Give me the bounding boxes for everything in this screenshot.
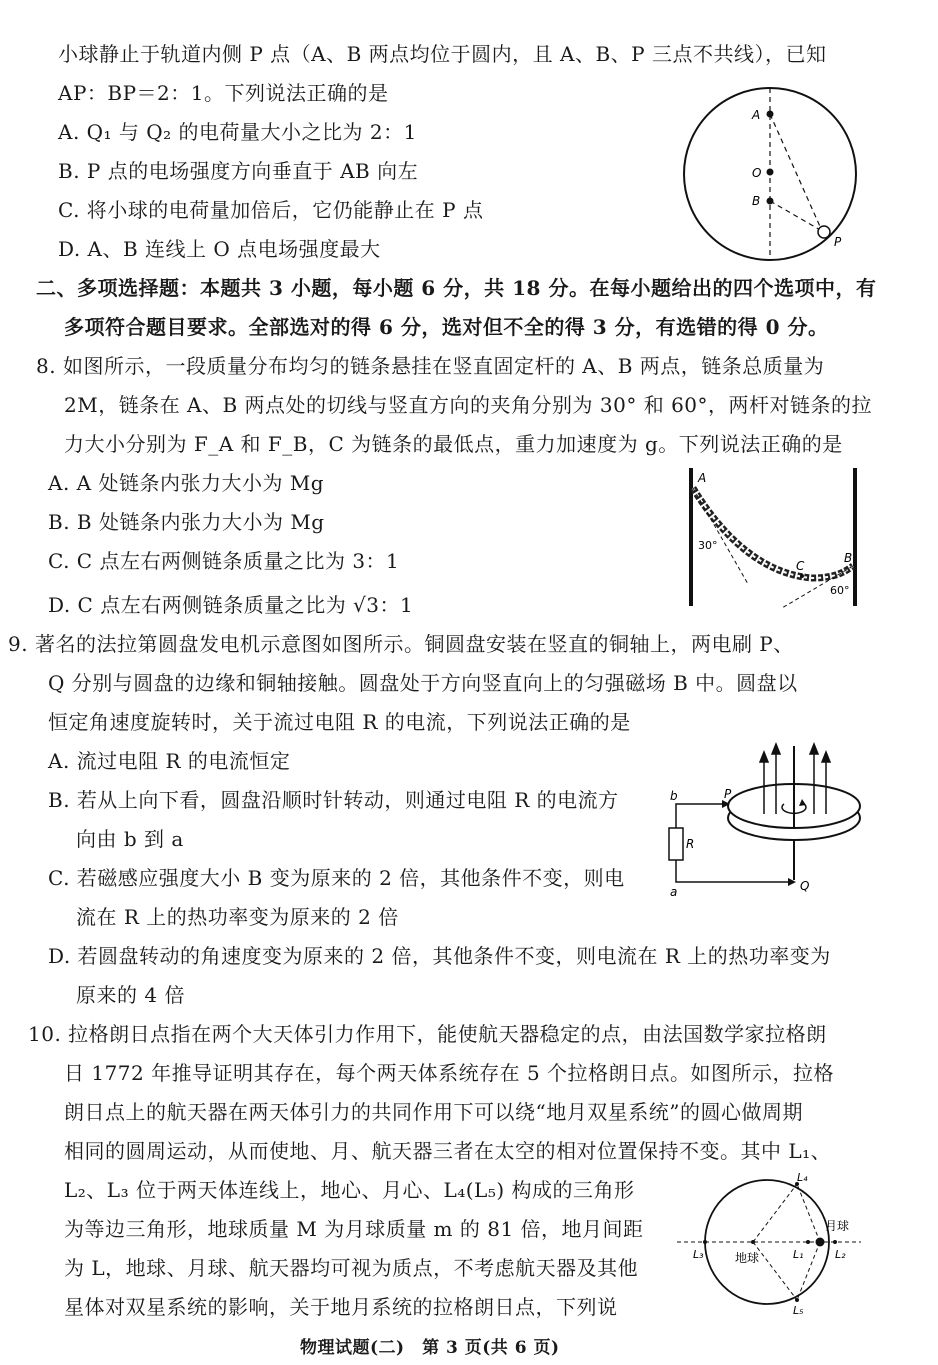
q10-line-5: L₂、L₃ 位于两天体连线上，地心、月心、L₄(L₅) 构成的三角形 bbox=[64, 1178, 635, 1202]
q10-line-6: 为等边三角形，地球质量 M 为月球质量 m 的 81 倍，地月间距 bbox=[64, 1217, 644, 1241]
point-o-dot bbox=[767, 169, 774, 176]
label-o: O bbox=[752, 166, 762, 180]
q9-option-d-line-2: 原来的 4 倍 bbox=[76, 983, 185, 1007]
q9-disk-generator-figure bbox=[664, 742, 874, 902]
q8-option-c: C. C 点左右两侧链条质量之比为 3：1 bbox=[48, 549, 400, 573]
q9-line-2: Q 分别与圆盘的边缘和铜轴接触。圆盘处于方向竖直向上的匀强磁场 B 中。圆盘以 bbox=[48, 671, 798, 695]
label-a: a bbox=[670, 885, 678, 899]
l3-dot bbox=[703, 1240, 707, 1244]
q8-option-d: D. C 点左右两侧链条质量之比为 √3：1 bbox=[48, 593, 414, 617]
label-q: Q bbox=[800, 879, 810, 893]
line-bp bbox=[770, 201, 822, 231]
point-c bbox=[800, 574, 804, 578]
q9-option-c-line-1: C. 若磁感应强度大小 B 变为原来的 2 倍，其他条件不变，则电 bbox=[48, 866, 625, 890]
label-p: P bbox=[834, 235, 842, 249]
resistor-r bbox=[669, 828, 683, 860]
label-earth: 地球 bbox=[735, 1251, 760, 1265]
label-r: R bbox=[686, 837, 695, 851]
q9-line-3: 恒定角速度旋转时，关于流过电阻 R 的电流，下列说法正确的是 bbox=[48, 710, 631, 734]
earth-l5-line bbox=[753, 1242, 797, 1300]
label-p: P bbox=[724, 787, 732, 801]
label-a: A bbox=[698, 471, 707, 485]
q7-option-b: B. P 点的电场强度方向垂直于 AB 向左 bbox=[58, 159, 419, 183]
q8-option-b: B. B 处链条内张力大小为 Mg bbox=[48, 510, 325, 534]
label-l4: L₄ bbox=[797, 1172, 808, 1184]
line-ap bbox=[770, 114, 822, 231]
q10-line-3: 朗日点上的航天器在两天体引力的共同作用下可以绕“地月双星系统”的圆心做周期 bbox=[64, 1100, 803, 1124]
q7-line-2: AP：BP＝2：1。下列说法正确的是 bbox=[58, 81, 389, 105]
q9-option-d-line-1: D. 若圆盘转动的角速度变为原来的 2 倍，其他条件不变，则电流在 R 上的热功率变为 bbox=[48, 944, 831, 968]
label-a: A bbox=[752, 108, 761, 122]
label-l5: L₅ bbox=[793, 1304, 804, 1317]
angle-60: 60° bbox=[830, 584, 850, 597]
section2-line-1: 二、多项选择题：本题共 3 小题，每小题 6 分，共 18 分。在每小题给出的四个选项中，有 bbox=[36, 276, 877, 300]
charge-b-dot bbox=[767, 198, 774, 205]
q8-chain-figure bbox=[682, 466, 862, 612]
q10-line-2: 日 1772 年推导证明其存在，每个两天体系统存在 5 个拉格朗日点。如图所示，拉格 bbox=[64, 1061, 835, 1085]
label-l3: L₃ bbox=[693, 1248, 704, 1261]
q9-line-1: 9. 著名的法拉第圆盘发电机示意图如图所示。铜圆盘安装在竖直的铜轴上，两电刷 P、 bbox=[8, 632, 794, 656]
moon-l4-line bbox=[797, 1184, 820, 1242]
section2-line-2: 多项符合题目要求。全部选对的得 6 分，选对但不全的得 3 分，有选错的得 0 分。 bbox=[64, 315, 829, 339]
label-b: B bbox=[752, 194, 761, 208]
label-c: C bbox=[796, 559, 805, 573]
q10-line-7: 为 L，地球、月球、航天器均可视为质点，不考虑航天器及其他 bbox=[64, 1256, 639, 1280]
q7-option-c: C. 将小球的电荷量加倍后，它仍能静止在 P 点 bbox=[58, 198, 484, 222]
q10-line-8: 星体对双星系统的影响，关于地月系统的拉格朗日点，下列说 bbox=[64, 1295, 618, 1319]
q8-option-a: A. A 处链条内张力大小为 Mg bbox=[48, 471, 325, 495]
moon-dot bbox=[816, 1238, 825, 1247]
q10-line-4: 相同的圆周运动，从而使地、月、航天器三者在太空的相对位置保持不变。其中 L₁、 bbox=[64, 1139, 832, 1163]
q7-circle-figure bbox=[680, 84, 862, 266]
charge-a-dot bbox=[767, 111, 774, 118]
earth-l4-line bbox=[753, 1184, 797, 1242]
q10-lagrange-figure bbox=[675, 1172, 865, 1318]
q7-option-d: D. A、B 连线上 O 点电场强度最大 bbox=[58, 237, 381, 261]
q9-option-c-line-2: 流在 R 上的热功率变为原来的 2 倍 bbox=[76, 905, 399, 929]
label-l2: L₂ bbox=[835, 1248, 846, 1261]
hanging-chain bbox=[693, 488, 853, 578]
q10-line-1: 10. 拉格朗日点指在两个大天体引力作用下，能使航天器稳定的点，由法国数学家拉格朗 bbox=[28, 1022, 827, 1046]
q8-line-1: 8. 如图所示，一段质量分布均匀的链条悬挂在竖直固定杆的 A、B 两点，链条总质量为 bbox=[36, 354, 825, 378]
l1-dot bbox=[806, 1240, 810, 1244]
ball-p bbox=[818, 226, 830, 238]
label-b: b bbox=[670, 789, 678, 803]
angle-30: 30° bbox=[698, 539, 718, 552]
right-rod bbox=[853, 468, 857, 606]
q8-line-3: 力大小分别为 F_A 和 F_B，C 为链条的最低点，重力加速度为 g。下列说法正确的是 bbox=[64, 432, 843, 456]
q9-option-b-line-2: 向由 b 到 a bbox=[76, 827, 184, 851]
tangent-a bbox=[693, 488, 748, 584]
l2-dot bbox=[833, 1240, 837, 1244]
label-moon: 月球 bbox=[825, 1219, 850, 1233]
q7-line-1: 小球静止于轨道内侧 P 点（A、B 两点均位于圆内，且 A、B、P 三点不共线），已知 bbox=[58, 42, 827, 66]
label-l1: L₁ bbox=[793, 1248, 804, 1261]
q9-option-a: A. 流过电阻 R 的电流恒定 bbox=[48, 749, 291, 773]
page-footer: 物理试题(二) 第 3 页(共 6 页) bbox=[300, 1338, 560, 1358]
q7-option-a: A. Q₁ 与 Q₂ 的电荷量大小之比为 2：1 bbox=[58, 120, 417, 144]
l5-dot bbox=[795, 1298, 799, 1302]
earth-dot bbox=[751, 1240, 755, 1244]
q8-line-2: 2M，链条在 A、B 两点处的切线与竖直方向的夹角分别为 30° 和 60°，两杆对链条的拉 bbox=[64, 393, 873, 417]
label-b: B bbox=[844, 551, 853, 565]
q9-option-b-line-1: B. 若从上向下看，圆盘沿顺时针转动，则通过电阻 R 的电流方 bbox=[48, 788, 619, 812]
